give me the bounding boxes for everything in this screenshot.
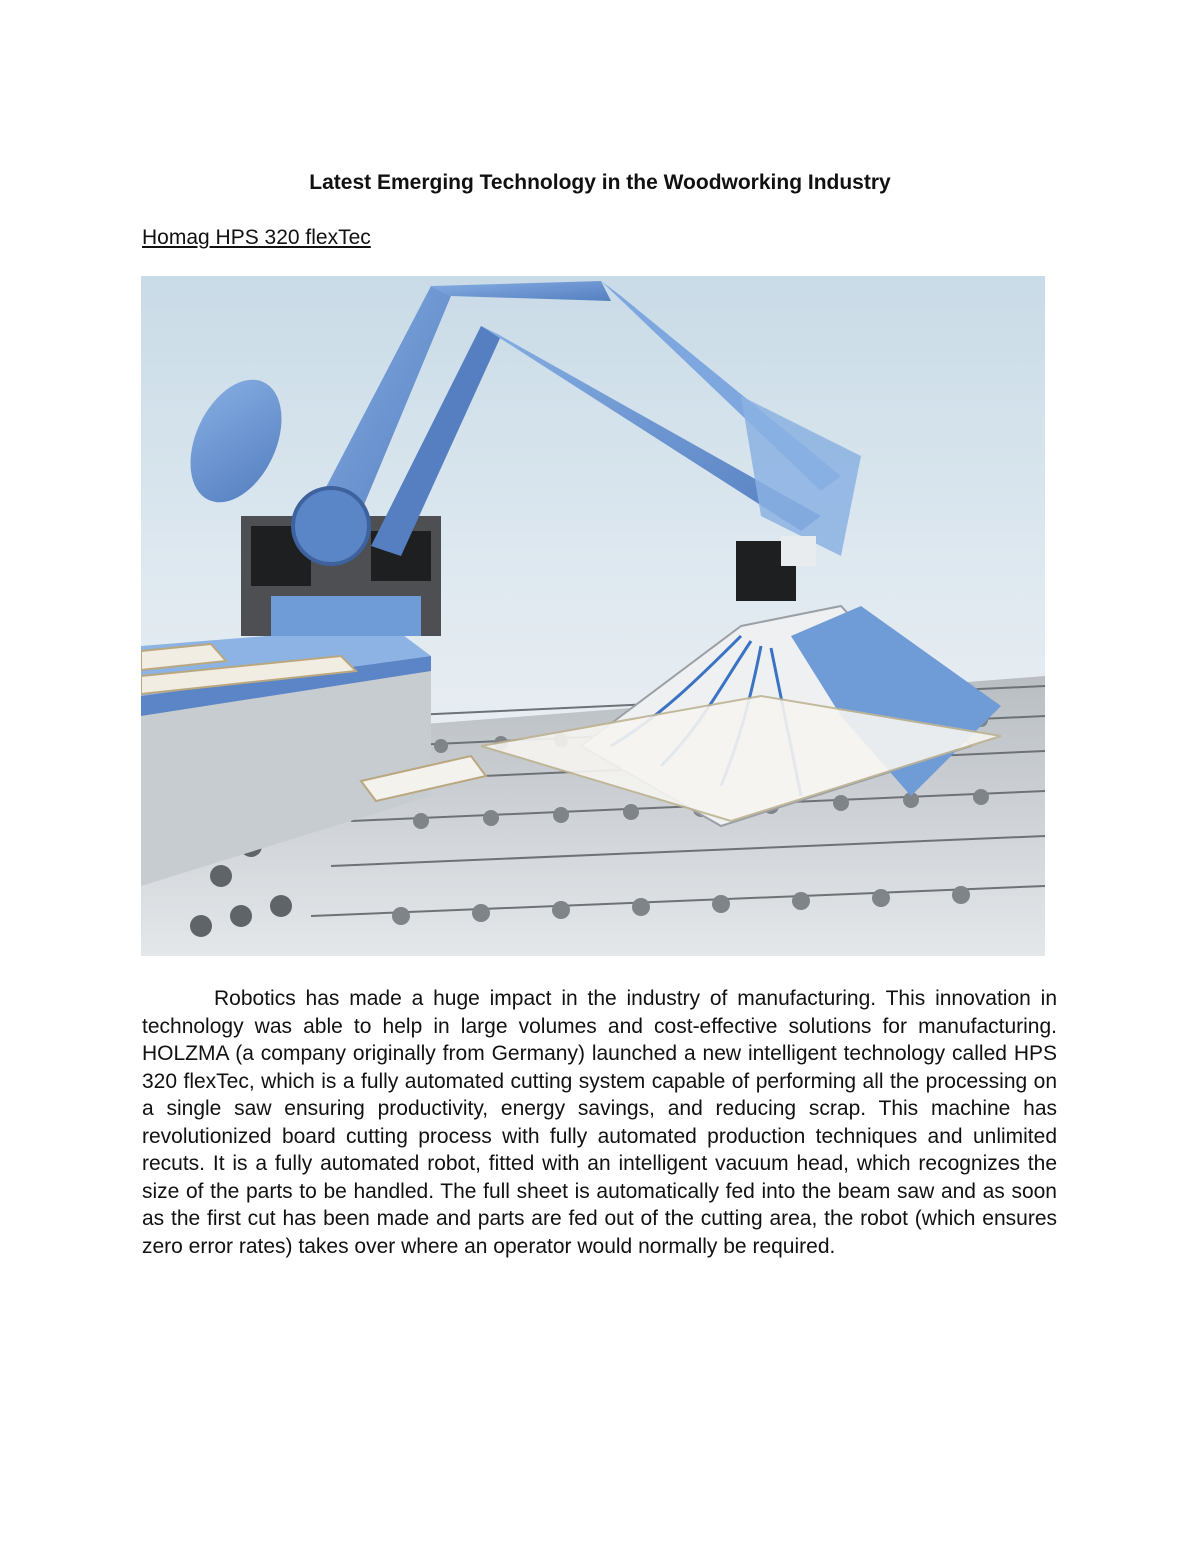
robot-base-plate — [271, 596, 421, 636]
robot-shoulder-joint — [293, 488, 369, 564]
robot-illustration — [141, 276, 1045, 956]
robot-photo — [141, 276, 1045, 956]
description-paragraph: Robotics has made a huge impact in the industry of manufacturing. This innovation in technology was able to help in large volumes and cost-effective solutions for manufacturing. HOLZMA (a company originally from Germany) launched a new intelligent technology called HPS 320 flexTec, which is a fully automated cutting system capable of performing all the processing on a single saw ensuring productivity, energy savings, and reducing scrap. This machine has revolutionized board cutting process with fully automated production techniques and unlimited recuts. It is a fully automated robot, fitted with an intelligent vacuum head, which recognizes the size of the parts to be handled. The full sheet is automatically fed into the beam saw and as soon as the first cut has been made and parts are fed out of the cutting area, the robot (which ensures zero error rates) takes over where an operator would normally be required. — [142, 987, 1057, 1258]
robot-counterweight — [172, 365, 299, 517]
robot-upper-link — [431, 281, 611, 301]
product-subheading: Homag HPS 320 flexTec — [142, 226, 371, 249]
robot-wrist-sensor — [781, 536, 816, 566]
robot-elbow — [741, 396, 861, 556]
document-title: Latest Emerging Technology in the Woodworking Industry — [309, 171, 891, 194]
